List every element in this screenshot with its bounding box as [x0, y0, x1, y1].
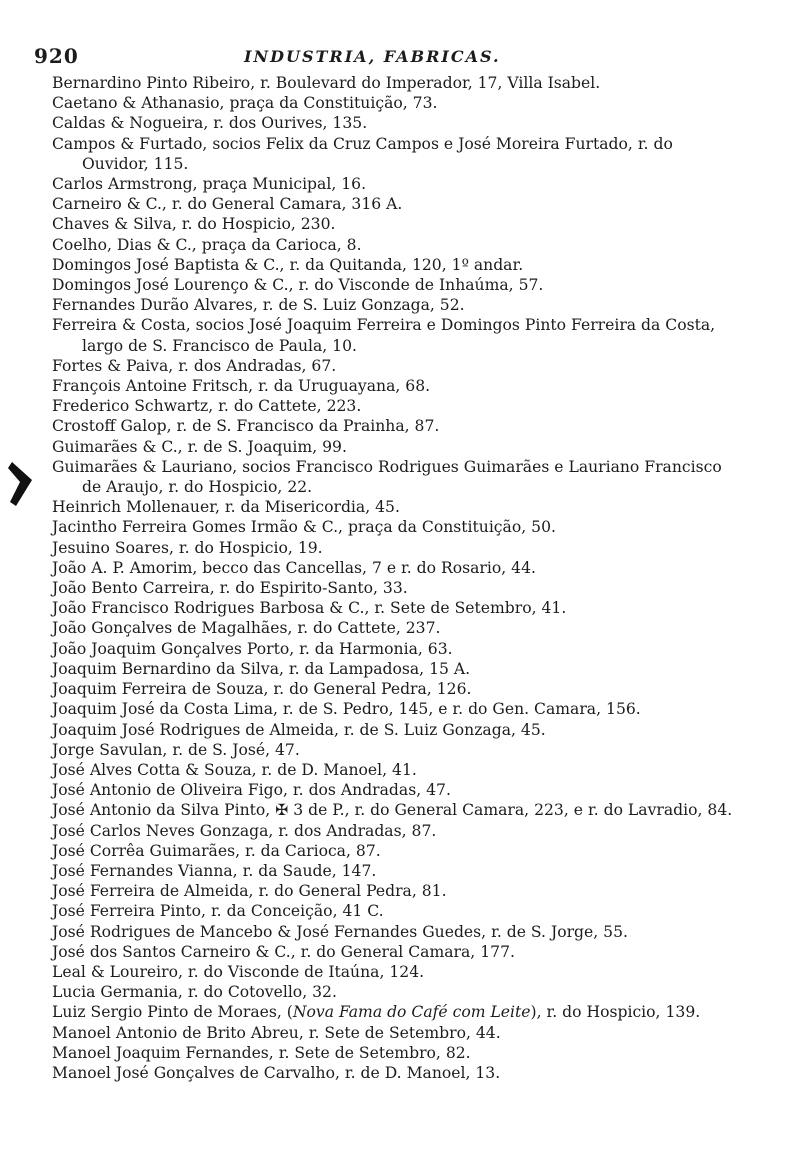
page-number: 920 — [34, 44, 79, 68]
directory-entry: Frederico Schwartz, r. do Cattete, 223. — [52, 397, 362, 416]
directory-entry: Manoel José Gonçalves de Carvalho, r. de D. Manoel, 13. — [52, 1063, 501, 1082]
entry-text-prefix: Luiz Sergio Pinto de Moraes, ( — [52, 1003, 293, 1022]
directory-entry: Chaves & Silva, r. do Hospicio, 230. — [52, 215, 336, 234]
directory-entry: Campos & Furtado, socios Felix da Cruz Campos e José Moreira Furtado, r. do Ouvidor, 115. — [52, 134, 673, 173]
directory-entry: José Alves Cotta & Souza, r. de D. Manoel, 41. — [52, 760, 417, 779]
directory-entry: Guimarães & C., r. de S. Joaquim, 99. — [52, 437, 347, 456]
directory-entry: François Antoine Fritsch, r. da Uruguayana, 68. — [52, 377, 431, 396]
directory-entry: José Ferreira Pinto, r. da Conceição, 41 C. — [52, 902, 384, 921]
directory-entry: Fernandes Durão Alvares, r. de S. Luiz Gonzaga, 52. — [52, 296, 465, 315]
directory-entry — [52, 1002, 742, 1022]
directory-entry: Ferreira & Costa, socios José Joaquim Ferreira e Domingos Pinto Ferreira da Costa, largo de S. Francisco de Paula, 10. — [52, 316, 716, 355]
directory-entry: Bernardino Pinto Ribeiro, r. Boulevard do Imperador, 17, Villa Isabel. — [52, 74, 601, 92]
entry-shop-name: Nova Fama do Café com Leite — [292, 1003, 531, 1022]
directory-entry: Coelho, Dias & C., praça da Carioca, 8. — [52, 235, 362, 254]
directory-entry: Heinrich Mollenauer, r. da Misericordia, 45. — [52, 498, 400, 517]
directory-entry: João Joaquim Gonçalves Porto, r. da Harmonia, 63. — [52, 639, 453, 658]
directory-entry: Domingos José Baptista & C., r. da Quitanda, 120, 1º andar. — [52, 255, 524, 274]
directory-entry: João Gonçalves de Magalhães, r. do Cattete, 237. — [52, 619, 441, 638]
directory-entry: João A. P. Amorim, becco das Cancellas, 7 e r. do Rosario, 44. — [52, 558, 536, 577]
directory-entry: João Francisco Rodrigues Barbosa & C., r. Sete de Setembro, 41. — [52, 599, 567, 618]
directory-entry: Jorge Savulan, r. de S. José, 47. — [52, 740, 300, 759]
directory-entry: Joaquim José da Costa Lima, r. de S. Pedro, 145, e r. do Gen. Camara, 156. — [52, 700, 641, 719]
page-header — [34, 44, 754, 70]
directory-entry: Lucia Germania, r. do Cotovello, 32. — [52, 983, 337, 1002]
directory-entry: Jesuino Soares, r. do Hospicio, 19. — [52, 538, 323, 557]
directory-entry: Jacintho Ferreira Gomes Irmão & C., praça da Constituição, 50. — [52, 518, 556, 537]
directory-entry: Joaquim Ferreira de Souza, r. do General Pedra, 126. — [52, 680, 472, 699]
directory-entry: José Ferreira de Almeida, r. do General Pedra, 81. — [52, 882, 447, 901]
directory-entry: Manoel Antonio de Brito Abreu, r. Sete de Setembro, 44. — [52, 1023, 501, 1042]
directory-entry: Guimarães & Lauriano, socios Francisco Rodrigues Guimarães e Lauriano Francisco de Araujo, r. do Hospicio, 22. — [52, 457, 722, 497]
directory-entry: Fortes & Paiva, r. dos Andradas, 67. — [52, 356, 337, 375]
directory-entry: João Bento Carreira, r. do Espirito-Santo, 33. — [52, 579, 408, 598]
directory-entry: Carneiro & C., r. do General Camara, 316 A. — [52, 195, 403, 214]
directory-entry: Joaquim José Rodrigues de Almeida, r. de S. Luiz Gonzaga, 45. — [52, 720, 546, 739]
directory-entry: Leal & Loureiro, r. do Visconde de Itaúna, 124. — [52, 962, 425, 981]
directory-entry: Domingos José Lourenço & C., r. do Visconde de Inhaúma, 57. — [52, 276, 544, 295]
running-title: INDUSTRIA, FABRICAS. — [244, 47, 501, 66]
directory-entry: José Antonio de Oliveira Figo, r. dos Andradas, 47. — [52, 781, 451, 800]
directory-entry: Manoel Joaquim Fernandes, r. Sete de Setembro, 82. — [52, 1043, 471, 1062]
directory-entry: José Fernandes Vianna, r. da Saude, 147. — [52, 861, 377, 880]
directory-entry: José dos Santos Carneiro & C., r. do General Camara, 177. — [52, 942, 515, 961]
directory-entry: Crostoff Galop, r. de S. Francisco da Prainha, 87. — [52, 417, 440, 436]
directory-entry: Caetano & Athanasio, praça da Constituição, 73. — [52, 94, 438, 113]
entry-text-suffix: ), r. do Hospicio, 139. — [530, 1003, 701, 1022]
directory-entry: José Carlos Neves Gonzaga, r. dos Andradas, 87. — [52, 821, 437, 840]
directory-entry: José Antonio da Silva Pinto, ✠ 3 de P., r. do General Camara, 223, e r. do Lavradio, 84. — [52, 801, 733, 820]
directory-entry-list — [52, 73, 742, 1083]
directory-entry: José Corrêa Guimarães, r. da Carioca, 87. — [52, 841, 381, 860]
page-edge-marker-icon — [6, 458, 36, 510]
directory-entry: José Rodrigues de Mancebo & José Fernandes Guedes, r. de S. Jorge, 55. — [52, 922, 628, 941]
directory-entry: Caldas & Nogueira, r. dos Ourives, 135. — [52, 114, 368, 133]
directory-entry: Carlos Armstrong, praça Municipal, 16. — [52, 175, 367, 194]
directory-entry: Joaquim Bernardino da Silva, r. da Lampadosa, 15 A. — [52, 659, 471, 678]
